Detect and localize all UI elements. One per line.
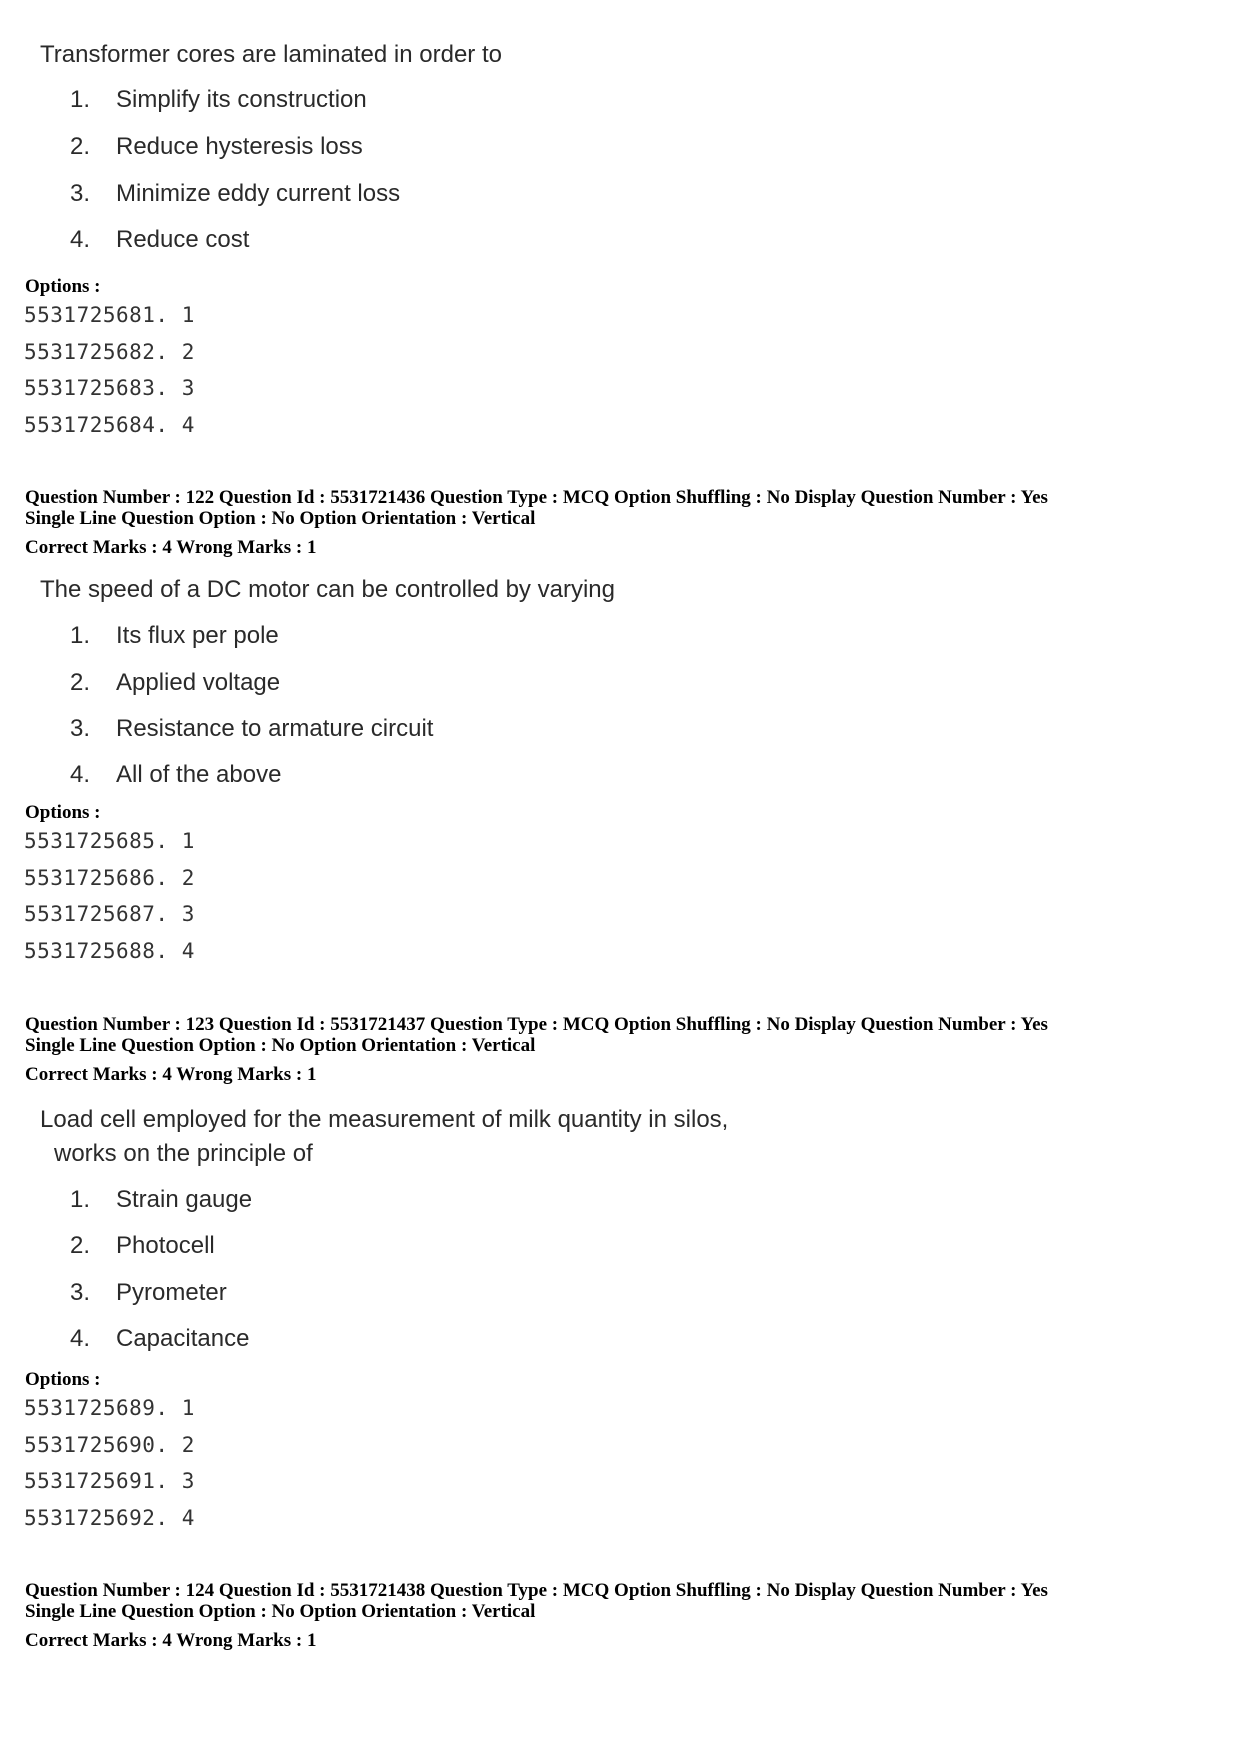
option-id: 5531725691. 3 xyxy=(24,1469,195,1493)
options-label: Options : xyxy=(25,802,101,823)
question-stem-line1: Load cell employed for the measurement of milk quantity in silos, xyxy=(40,1106,729,1133)
choice-item: 1. Its flux per pole xyxy=(70,622,279,649)
option-id: 5531725683. 3 xyxy=(24,376,195,400)
question-stem: Transformer cores are laminated in order to xyxy=(40,41,502,68)
option-id: 5531725688. 4 xyxy=(24,939,195,963)
choice-item: 4. Capacitance xyxy=(70,1325,250,1352)
option-id: 5531725681. 1 xyxy=(24,303,195,327)
option-id: 5531725692. 4 xyxy=(24,1506,195,1530)
question-meta-line2: Single Line Question Option : No Option Orientation : Vertical xyxy=(25,508,536,529)
options-label: Options : xyxy=(25,1369,101,1390)
option-id: 5531725690. 2 xyxy=(24,1433,195,1457)
option-id: 5531725684. 4 xyxy=(24,413,195,437)
question-meta-line1: Question Number : 122 Question Id : 5531721436 Question Type : MCQ Option Shuffling : No Display Question Number : Yes xyxy=(25,487,1048,508)
option-id: 5531725685. 1 xyxy=(24,829,195,853)
question-stem-line2: works on the principle of xyxy=(54,1140,313,1167)
question-marks: Correct Marks : 4 Wrong Marks : 1 xyxy=(25,1064,317,1085)
question-meta-line2: Single Line Question Option : No Option Orientation : Vertical xyxy=(25,1601,536,1622)
choice-item: 1. Strain gauge xyxy=(70,1186,253,1213)
choice-item: 2. Applied voltage xyxy=(70,669,281,696)
choice-item: 1. Simplify its construction xyxy=(70,86,367,113)
choice-item: 4. Reduce cost xyxy=(70,226,250,253)
question-marks: Correct Marks : 4 Wrong Marks : 1 xyxy=(25,537,317,558)
choice-item: 4. All of the above xyxy=(70,761,282,788)
option-id: 5531725687. 3 xyxy=(24,902,195,926)
option-id: 5531725686. 2 xyxy=(24,866,195,890)
option-id: 5531725682. 2 xyxy=(24,340,195,364)
question-marks: Correct Marks : 4 Wrong Marks : 1 xyxy=(25,1630,317,1651)
choice-item: 3. Minimize eddy current loss xyxy=(70,180,401,207)
options-label: Options : xyxy=(25,276,101,297)
question-meta-line2: Single Line Question Option : No Option Orientation : Vertical xyxy=(25,1035,536,1056)
choice-item: 3. Resistance to armature circuit xyxy=(70,715,434,742)
choice-item: 3. Pyrometer xyxy=(70,1279,227,1306)
question-meta-line1: Question Number : 123 Question Id : 5531721437 Question Type : MCQ Option Shuffling : No Display Question Number : Yes xyxy=(25,1014,1048,1035)
question-stem: The speed of a DC motor can be controlled by varying xyxy=(40,576,615,603)
option-id: 5531725689. 1 xyxy=(24,1396,195,1420)
choice-item: 2. Photocell xyxy=(70,1232,215,1259)
choice-item: 2. Reduce hysteresis loss xyxy=(70,133,363,160)
question-meta-line1: Question Number : 124 Question Id : 5531721438 Question Type : MCQ Option Shuffling : No Display Question Number : Yes xyxy=(25,1580,1048,1601)
